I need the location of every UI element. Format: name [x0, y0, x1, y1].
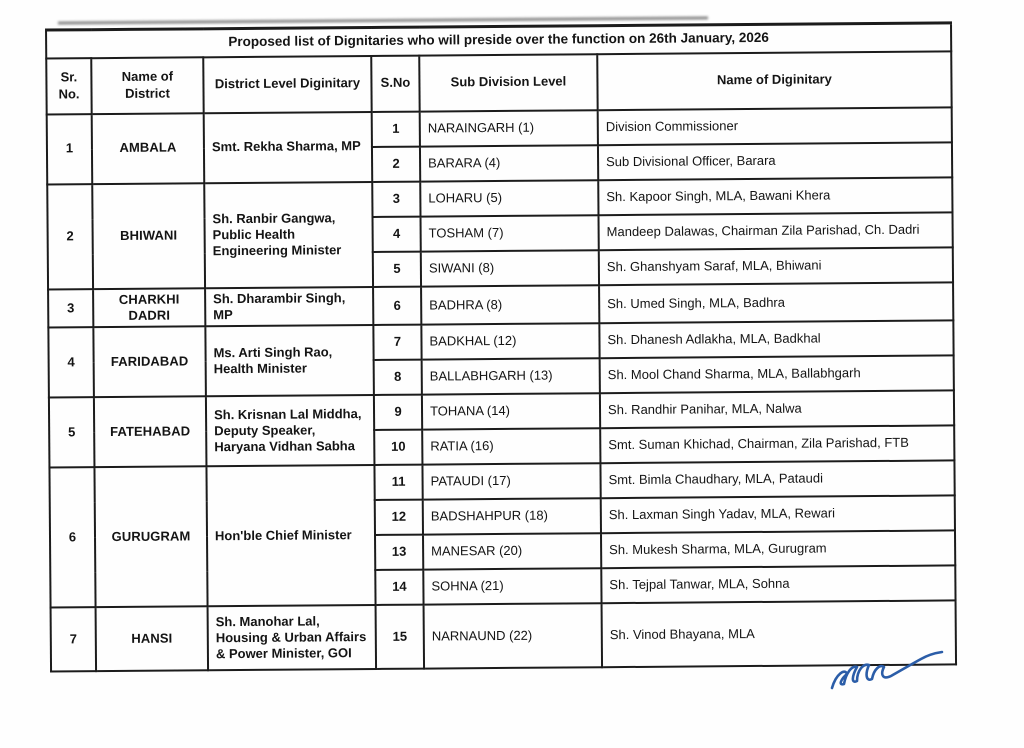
- cell-sr-no: 1: [47, 114, 93, 184]
- cell-s-no: 6: [373, 286, 421, 325]
- cell-dignitary-name: Smt. Suman Khichad, Chairman, Zila Parishad, FTB: [600, 425, 954, 463]
- cell-district-name: HANSI: [96, 606, 208, 671]
- cell-s-no: 1: [372, 111, 420, 146]
- cell-dignitary-name: Mandeep Dalawas, Chairman Zila Parishad, Ch. Dadri: [598, 212, 952, 250]
- cell-sub-division: NARNAUND (22): [424, 603, 602, 668]
- cell-s-no: 13: [375, 535, 423, 570]
- cell-district-dignitary: Sh. Dharambir Singh, MP: [205, 286, 373, 326]
- cell-sr-no: 5: [49, 397, 95, 467]
- cell-s-no: 9: [374, 395, 422, 430]
- cell-s-no: 2: [372, 146, 420, 181]
- cell-sr-no: 3: [48, 289, 93, 328]
- cell-dignitary-name: Division Commissioner: [598, 107, 952, 145]
- cell-dignitary-name: Sh. Mool Chand Sharma, MLA, Ballabhgarh: [600, 355, 954, 393]
- cell-dignitary-name: Sh. Laxman Singh Yadav, MLA, Rewari: [601, 495, 955, 533]
- col-header-sr-no: Sr. No.: [46, 58, 91, 114]
- cell-sub-division: SOHNA (21): [423, 568, 601, 604]
- cell-dignitary-name: Sh. Dhanesh Adlakha, MLA, Badkhal: [599, 320, 953, 358]
- table-header-row: [46, 51, 951, 114]
- cell-sub-division: LOHARU (5): [420, 180, 598, 216]
- cell-sr-no: 2: [47, 184, 93, 289]
- cell-sub-division: PATAUDI (17): [422, 463, 600, 499]
- cell-district-name: FARIDABAD: [93, 326, 206, 397]
- cell-sub-division: TOHANA (14): [422, 393, 600, 429]
- dignitaries-table: [45, 21, 957, 672]
- cell-sub-division: MANESAR (20): [423, 533, 601, 569]
- col-header-district-dignitary: District Level Diginitary: [203, 55, 371, 112]
- cell-district-name: FATEHABAD: [94, 396, 207, 467]
- cell-s-no: 12: [375, 500, 423, 535]
- cell-dignitary-name: Sh. Kapoor Singh, MLA, Bawani Khera: [598, 177, 952, 215]
- cell-s-no: 14: [375, 570, 423, 605]
- cell-sub-division: BADHRA (8): [421, 285, 599, 325]
- document-table-wrapper: [45, 21, 955, 672]
- cell-dignitary-name: Sh. Tejpal Tanwar, MLA, Sohna: [601, 565, 955, 603]
- col-header-district: Name of District: [91, 57, 203, 114]
- cell-dignitary-name: Sh. Randhir Panihar, MLA, Nalwa: [600, 390, 954, 428]
- cell-s-no: 4: [373, 216, 421, 251]
- cell-sub-division: BADSHAHPUR (18): [423, 498, 601, 534]
- signature-scribble: [818, 638, 958, 702]
- cell-dignitary-name: Sh. Ghanshyam Saraf, MLA, Bhiwani: [599, 247, 953, 285]
- cell-s-no: 7: [373, 325, 421, 360]
- cell-dignitary-name: Sub Divisional Officer, Barara: [598, 142, 952, 180]
- cell-sr-no: 4: [48, 327, 94, 397]
- cell-s-no: 8: [374, 360, 422, 395]
- cell-district-name: BHIWANI: [92, 183, 205, 289]
- cell-s-no: 10: [374, 430, 422, 465]
- col-header-s-no: S.No: [371, 55, 419, 111]
- cell-district-name: AMBALA: [92, 113, 205, 184]
- cell-s-no: 15: [376, 605, 425, 669]
- cell-district-name: GURUGRAM: [94, 466, 207, 607]
- cell-dignitary-name: Smt. Bimla Chaudhary, MLA, Pataudi: [600, 460, 954, 498]
- cell-sr-no: 6: [49, 467, 95, 607]
- cell-district-name: CHARKHI DADRI: [93, 288, 205, 327]
- signature-ink: [832, 652, 942, 688]
- cell-sub-division: RATIA (16): [422, 428, 600, 464]
- cell-s-no: 3: [372, 181, 420, 216]
- document-title: Proposed list of Dignitaries who will preside over the function on 26th January, 2026: [46, 23, 951, 58]
- cell-sub-division: NARAINGARH (1): [420, 110, 598, 146]
- cell-district-dignitary: Ms. Arti Singh Rao, Health Minister: [205, 325, 374, 396]
- cell-dignitary-name: Sh. Umed Singh, MLA, Badhra: [599, 282, 953, 323]
- cell-sr-no: 7: [51, 607, 97, 671]
- cell-dignitary-name: Sh. Mukesh Sharma, MLA, Gurugram: [601, 530, 955, 568]
- cell-district-dignitary: Sh. Krisnan Lal Middha, Deputy Speaker, Haryana Vidhan Sabha: [206, 395, 375, 466]
- cell-sub-division: BADKHAL (12): [421, 323, 599, 359]
- cell-sub-division: SIWANI (8): [421, 250, 599, 286]
- cell-s-no: 11: [374, 465, 422, 500]
- cell-district-dignitary: Smt. Rekha Sharma, MP: [204, 111, 373, 182]
- cell-district-dignitary: Sh. Manohar Lal, Housing & Urban Affairs & Power Minister, GOI: [208, 605, 376, 670]
- cell-dignitary-name: Sh. Vinod Bhayana, MLA: [602, 600, 956, 667]
- cell-sub-division: BALLABHGARH (13): [422, 358, 600, 394]
- col-header-dignitary: Name of Diginitary: [597, 51, 951, 110]
- cell-sub-division: TOSHAM (7): [420, 215, 598, 251]
- cell-district-dignitary: Sh. Ranbir Gangwa, Public Health Engineering Minister: [204, 181, 373, 287]
- cell-s-no: 5: [373, 251, 421, 286]
- cell-district-dignitary: Hon'ble Chief Minister: [206, 465, 375, 606]
- cell-sub-division: BARARA (4): [420, 145, 598, 181]
- col-header-sub-division: Sub Division Level: [419, 54, 597, 111]
